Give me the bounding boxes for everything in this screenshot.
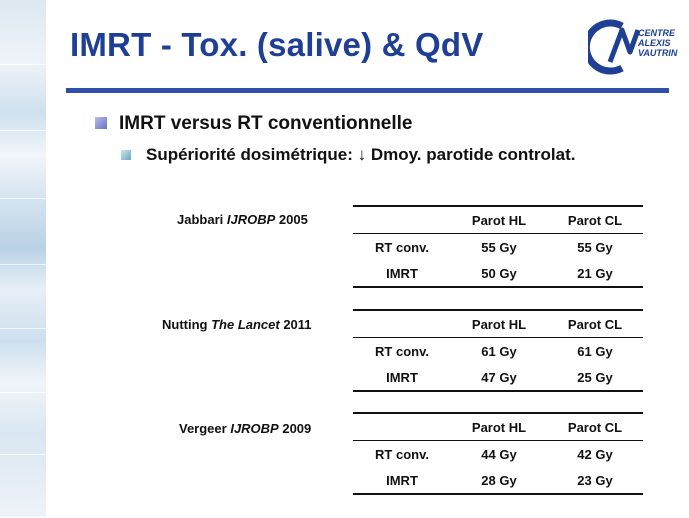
logo-text-line1: CENTRE [638,28,676,38]
logo-text-line3: VAUTRIN [638,48,678,58]
strip-tile [0,130,46,199]
table-cell: 28 Gy [451,467,547,494]
table-cell: 42 Gy [577,446,613,462]
table-row [353,364,643,391]
title-underline [66,88,669,93]
table-header-row [353,206,643,234]
table-cell: 47 Gy [451,364,547,391]
logo-text-line2: ALEXIS [638,38,671,48]
strip-tile [0,328,46,393]
strip-tile [0,264,46,329]
study-journal: The Lancet [211,317,280,332]
study-author: Jabbari [177,212,227,227]
study-year: 2009 [278,421,312,436]
decorative-left-strip [0,0,46,517]
row-label: IMRT [353,260,451,287]
strip-tile [0,454,46,518]
table-cell: 61 Gy [577,343,613,359]
row-label: IMRT [353,364,451,391]
table-cell: 61 Gy [481,343,517,359]
header-cell [353,310,451,338]
table-row [353,441,643,468]
centre-alexis-vautrin-logo [588,18,678,76]
header-cell: Parot CL [547,413,643,441]
study-year: 2011 [279,317,312,332]
table-cell: 21 Gy [547,260,643,287]
slide-title: IMRT - Tox. (salive) & QdV [70,26,484,63]
study-year: 2005 [275,212,308,227]
strip-tile [0,392,46,455]
study-author: Nutting [162,317,212,332]
table-row [353,467,643,494]
bullet-level1-text: IMRT versus RT conventionnelle [119,113,413,134]
down-arrow-icon: ↓ [357,145,367,164]
header-cell: Parot HL [451,206,547,234]
study-citation [162,317,312,332]
row-label: RT conv. [375,239,429,255]
header-cell: Parot CL [547,206,643,234]
study-citation [179,421,311,436]
table-header-row [353,413,643,441]
table-cell: 23 Gy [547,467,643,494]
strip-tile [0,0,46,65]
header-cell [353,413,451,441]
row-label: RT conv. [375,446,429,462]
strip-tile [0,198,46,265]
bullet-square-icon [95,117,107,129]
study-journal: IJROBP [226,212,276,227]
study-citation [177,212,308,227]
table-cell: 55 Gy [577,239,613,255]
bullet2-text-start: Supériorité dosimétrique: [146,145,358,164]
table-row [353,234,643,261]
table-cell: 55 Gy [481,239,517,255]
header-cell: Parot HL [451,310,547,338]
bullet-square-small-icon [121,150,131,160]
strip-tile [0,64,46,131]
bullet-level2-text [146,145,575,165]
table-row [353,260,643,287]
header-cell: Parot HL [451,413,547,441]
table-row [353,338,643,365]
table-cell: 50 Gy [451,260,547,287]
logo-av-shape [610,30,638,62]
study-author: Vergeer [179,421,231,436]
table-cell: 25 Gy [547,364,643,391]
table-header-row [353,310,643,338]
row-label: IMRT [353,467,451,494]
study-journal: IJROBP [230,421,279,436]
header-cell [353,206,451,234]
table-cell: 44 Gy [481,446,517,462]
dose-table [353,412,643,495]
dose-table [353,309,643,392]
bullet2-text-end: Dmoy. parotide controlat. [366,145,576,164]
header-cell: Parot CL [547,310,643,338]
dose-table [353,205,643,288]
row-label: RT conv. [375,343,429,359]
